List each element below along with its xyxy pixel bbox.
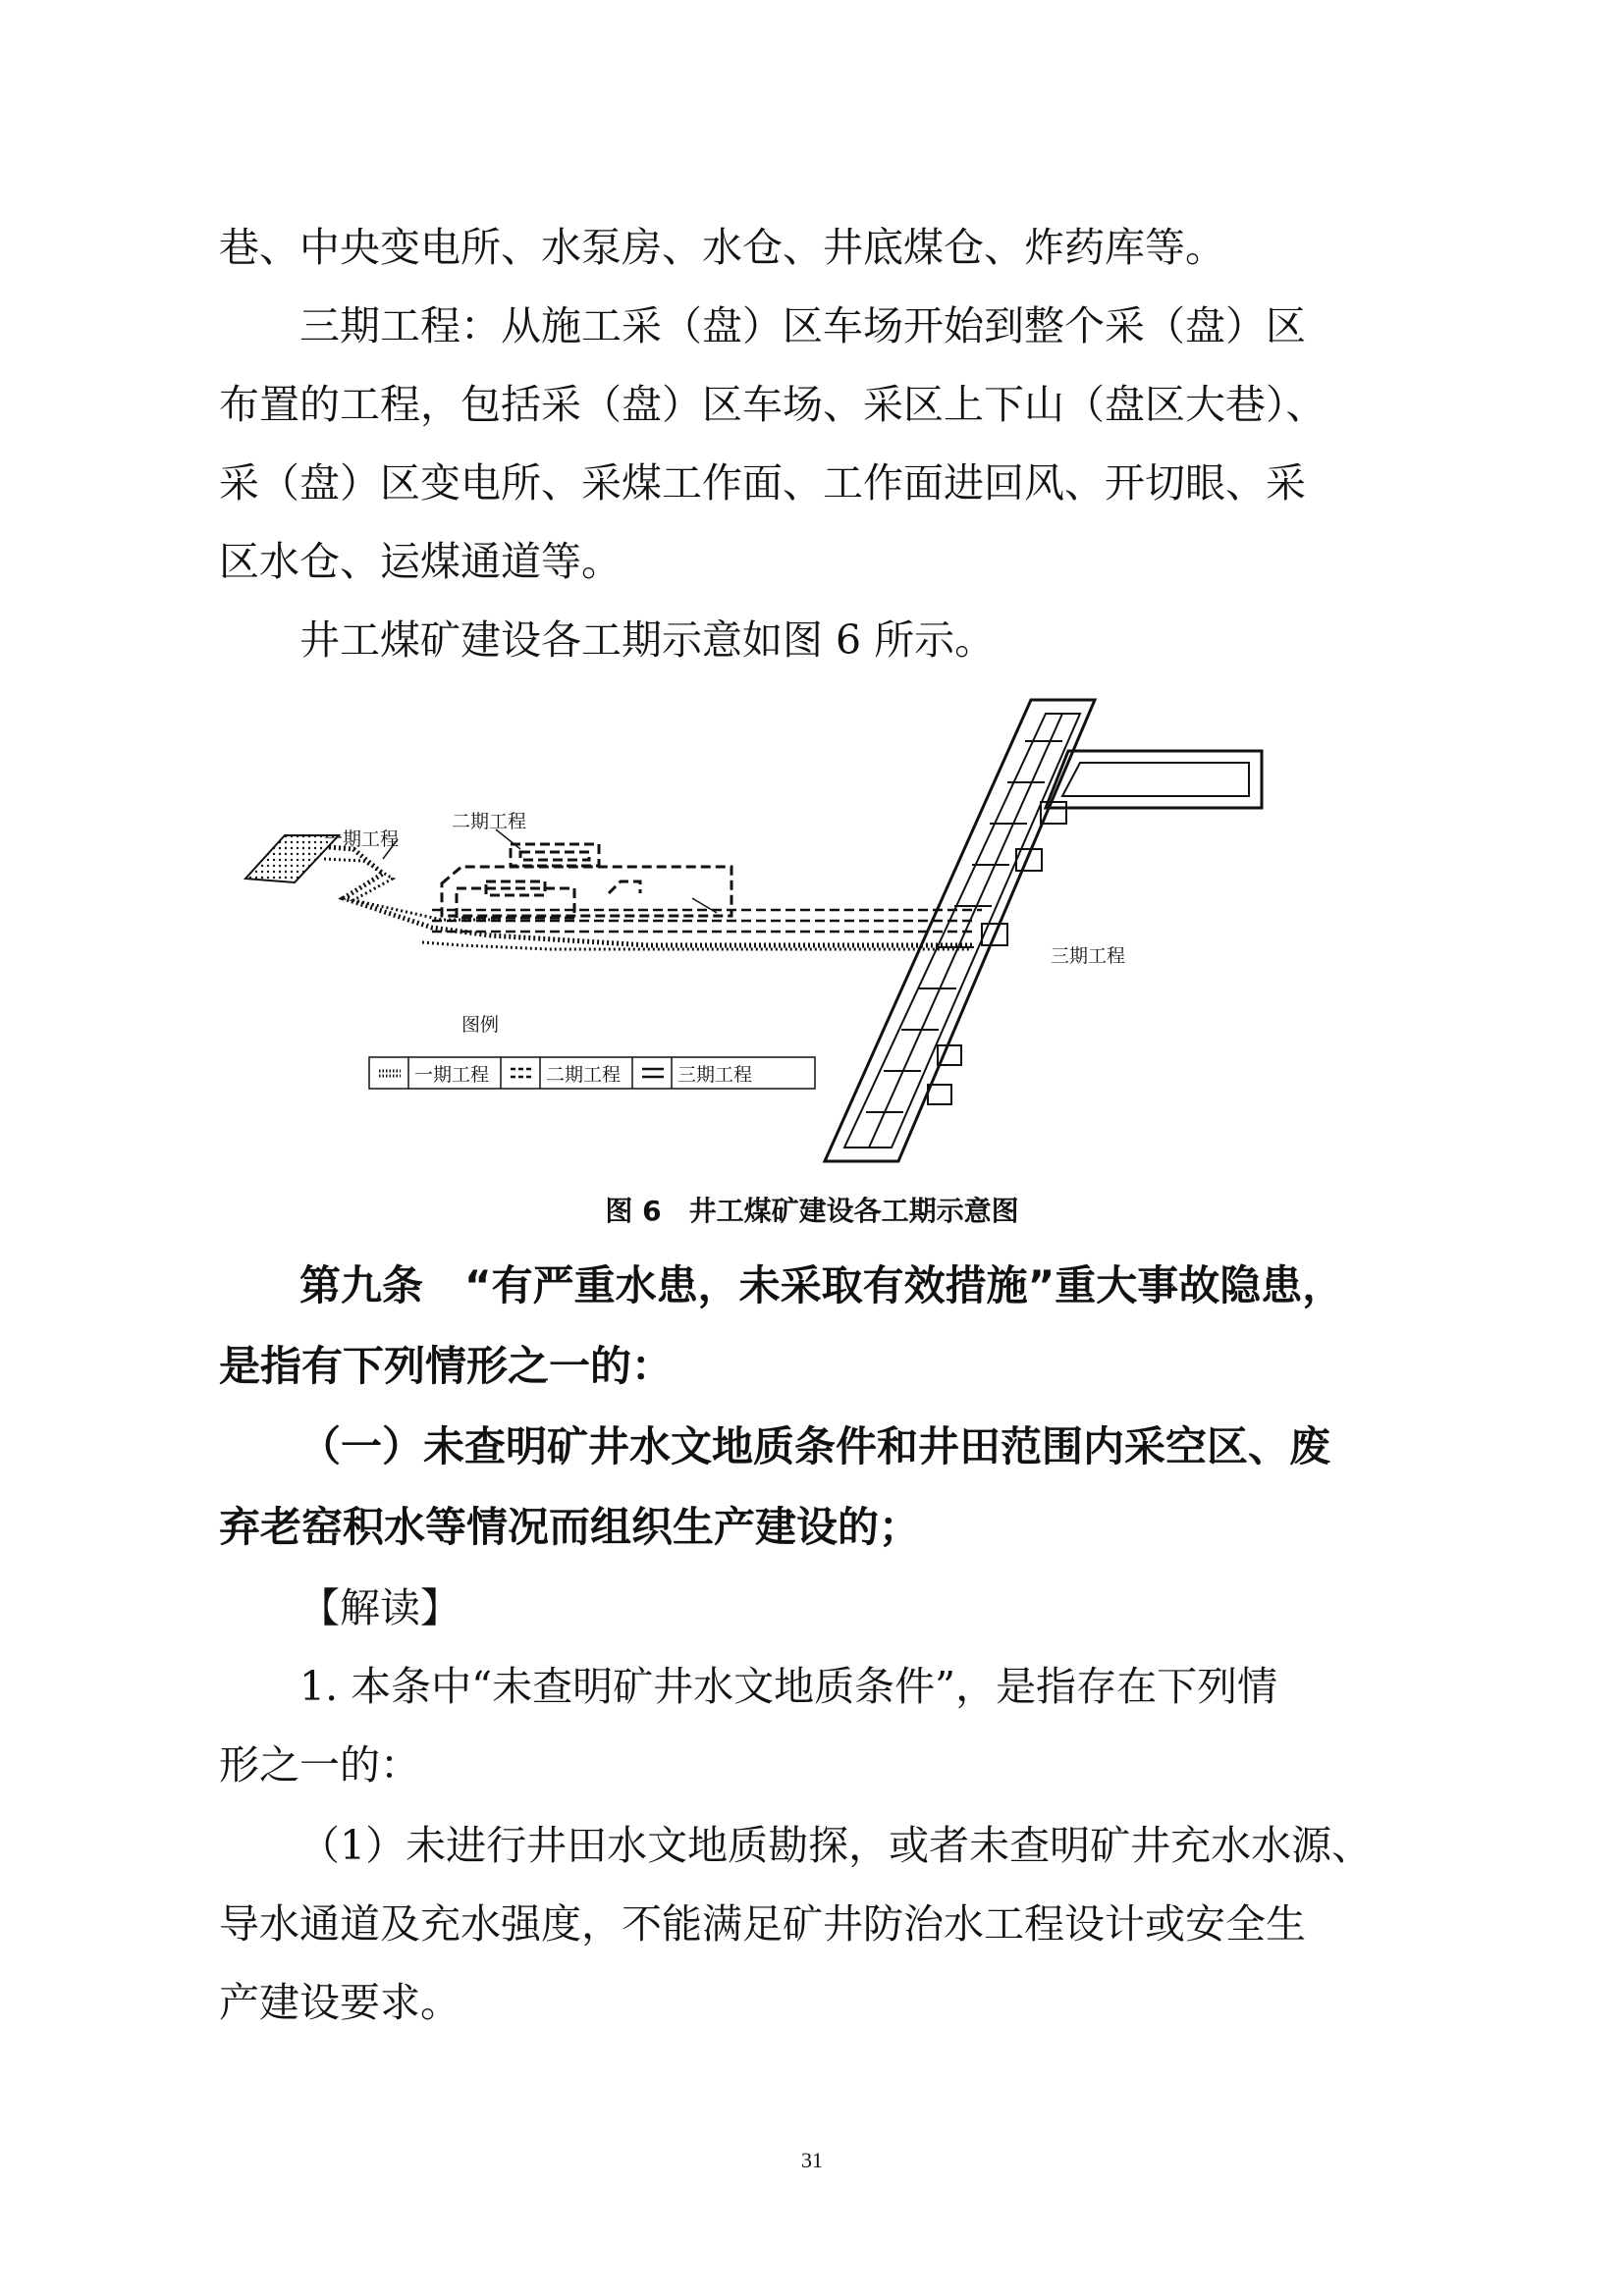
interpretation-line: 产建设要求。 [219,1979,460,2026]
legend-item-phase2: 二期工程 [546,1064,622,1086]
phase2-roadway [432,910,982,932]
legend-item-phase1: 一期工程 [414,1064,490,1086]
interpretation-heading: 【解读】 [299,1584,460,1631]
body-line: 三期工程：从施工采（盘）区车场开始到整个采（盘）区 [299,302,1306,349]
legend-title: 图例 [461,1014,500,1036]
interpretation-line: （1）未进行井田水文地质勘探，或者未查明矿井充水水源、 [299,1822,1373,1869]
body-line: 区水仓、运煤通道等。 [219,538,622,585]
interpretation-line: 形之一的： [219,1741,420,1789]
mine-construction-phases-diagram [324,692,1126,1168]
body-line: 巷、中央变电所、水泵房、水仓、井底煤仓、炸药库等。 [219,224,1225,271]
phase3-label: 三期工程 [1051,945,1126,967]
body-line: 井工煤矿建设各工期示意如图 6 所示。 [299,616,996,664]
interpretation-line: 1. 本条中“未查明矿井水文地质条件”，是指存在下列情 [299,1663,1278,1710]
phase2-label: 二期工程 [452,811,527,832]
article-clause-line: 弃老窑积水等情况而组织生产建设的； [219,1503,921,1551]
body-line: 布置的工程，包括采（盘）区车场、采区上下山（盘区大巷）、 [219,381,1326,428]
interpretation-line: 导水通道及充水强度，不能满足矿井防治水工程设计或安全生 [219,1900,1306,1948]
legend-item-phase3: 三期工程 [677,1064,753,1086]
page-number: 31 [801,2148,823,2172]
figure-caption: 图 6 井工煤矿建设各工期示意图 [605,1195,1019,1227]
phase1-label: 一期工程 [324,828,400,850]
article-title-line: 第九条 “有严重水患，未采取有效措施”重大事故隐患， [299,1261,1344,1309]
phase2-works [442,844,731,918]
article-title-line: 是指有下列情形之一的： [219,1342,674,1390]
article-clause-line: （一）未查明矿井水文地质条件和井田范围内采空区、废 [299,1422,1331,1470]
body-line: 采（盘）区变电所、采煤工作面、工作面进回风、开切眼、采 [219,459,1306,507]
